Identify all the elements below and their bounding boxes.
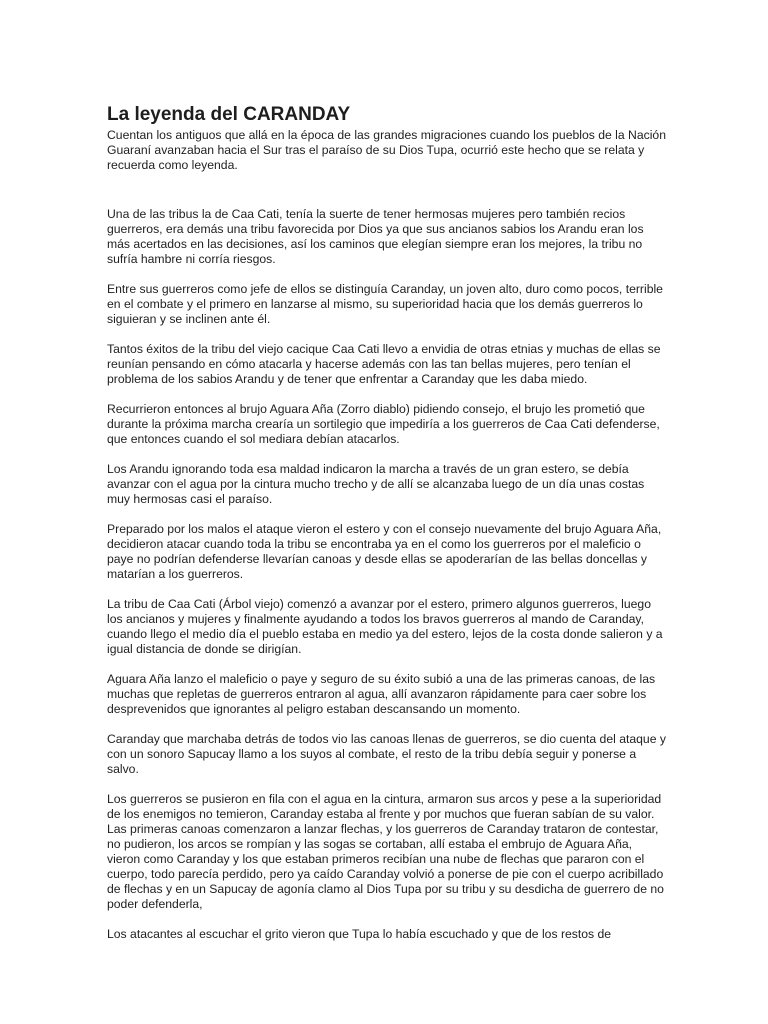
paragraph-intro: Cuentan los antiguos que allá en la época de las grandes migraciones cuando los pueblos de la Nación Guaraní avanzaban hacia el Sur tras el paraíso de su Dios Tupa, ocurrió este hecho que se relata y recuerda como leyenda. bbox=[107, 128, 666, 172]
paragraph: Aguara Aña lanzo el maleficio o paye y seguro de su éxito subió a una de las primeras canoas, de las muchas que repletas de guerreros entraron al agua, allí avanzaron rápidamente para caer sobre los desprevenidos que ignorantes al peligro estaban descansando un momento. bbox=[107, 672, 656, 716]
paragraph: Los guerreros se pusieron en fila con el agua en la cintura, armaron sus arcos y pese a la superioridad de los enemigos no temieron, Caranday estaba al frente y por muchos que fueran sabían de su valor. Las primeras canoas comenzaron a lanzar flechas, y los guerreros de Caranday trataron de contestar, no pudieron, los arcos se rompían y las sogas se cortaban, allí estaba el embrujo de Aguara Aña, vieron como Caranday y los que estaban primeros recibían una nube de flechas que pararon con el cuerpo, todo parecía perdido, pero ya caído Caranday volvió a ponerse de pie con el cuerpo acribillado de flechas y en un Sapucay de agonía clamo al Dios Tupa por su tribu y su desdicha de guerrero de no poder defenderla, bbox=[107, 792, 664, 911]
paragraph: Tantos éxitos de la tribu del viejo cacique Caa Cati llevo a envidia de otras etnias y muchas de ellas se reunían pensando en cómo atacarla y hacerse además con las tan bellas mujeres, pero tenían el problema de los sabios Arandu y de tener que enfrentar a Caranday que les daba miedo. bbox=[107, 342, 661, 386]
document-page bbox=[107, 104, 667, 942]
paragraph: Preparado por los malos el ataque vieron el estero y con el consejo nuevamente del brujo Aguara Aña, decidieron atacar cuando toda la tribu se encontraba ya en el como los guerreros por el maleficio o paye no podrían defenderse llevarían canoas y desde ellas se apoderarían de las bellas doncellas y matarían a los guerreros. bbox=[107, 522, 662, 581]
document-title: La leyenda del CARANDAY bbox=[107, 104, 351, 125]
paragraph: Entre sus guerreros como jefe de ellos se distinguía Caranday, un joven alto, duro como pocos, terrible en el combate y el primero en lanzarse al mismo, su superioridad hacia que los demás guerreros lo siguieran y se inclinen ante él. bbox=[107, 282, 663, 326]
paragraph: Una de las tribus la de Caa Cati, tenía la suerte de tener hermosas mujeres pero también recios guerreros, era demás una tribu favorecida por Dios ya que sus ancianos sabios los Arandu eran los más acertados en las decisiones, así los caminos que elegían siempre eran los mejores, la tribu no sufría hambre ni corría riesgos. bbox=[107, 207, 644, 266]
paragraph: La tribu de Caa Cati (Árbol viejo) comenzó a avanzar por el estero, primero algunos guerreros, luego los ancianos y mujeres y finalmente ayudando a todos los bravos guerreros al mando de Caranday, cuando llego el medio día el pueblo estaba en medio ya del estero, lejos de la costa donde salieron y a igual distancia de donde se dirigían. bbox=[107, 597, 663, 656]
paragraph: Los atacantes al escuchar el grito vieron que Tupa lo había escuchado y que de los restos de bbox=[107, 927, 612, 941]
paragraph: Los Arandu ignorando toda esa maldad indicaron la marcha a través de un gran estero, se debía avanzar con el agua por la cintura mucho trecho y de allí se alcanzaba luego de un día unas costas muy hermosas casi el paraíso. bbox=[107, 462, 645, 506]
paragraph: Recurrieron entonces al brujo Aguara Aña (Zorro diablo) pidiendo consejo, el brujo les prometió que durante la próxima marcha crearía un sortilegio que impediría a los guerreros de Caa Cati defenderse, que entonces cuando el sol mediara debían atacarlos. bbox=[107, 402, 660, 446]
paragraph: Caranday que marchaba detrás de todos vio las canoas llenas de guerreros, se dio cuenta del ataque y con un sonoro Sapucay llamo a los suyos al combate, el resto de la tribu debía seguir y ponerse a salvo. bbox=[107, 732, 666, 776]
